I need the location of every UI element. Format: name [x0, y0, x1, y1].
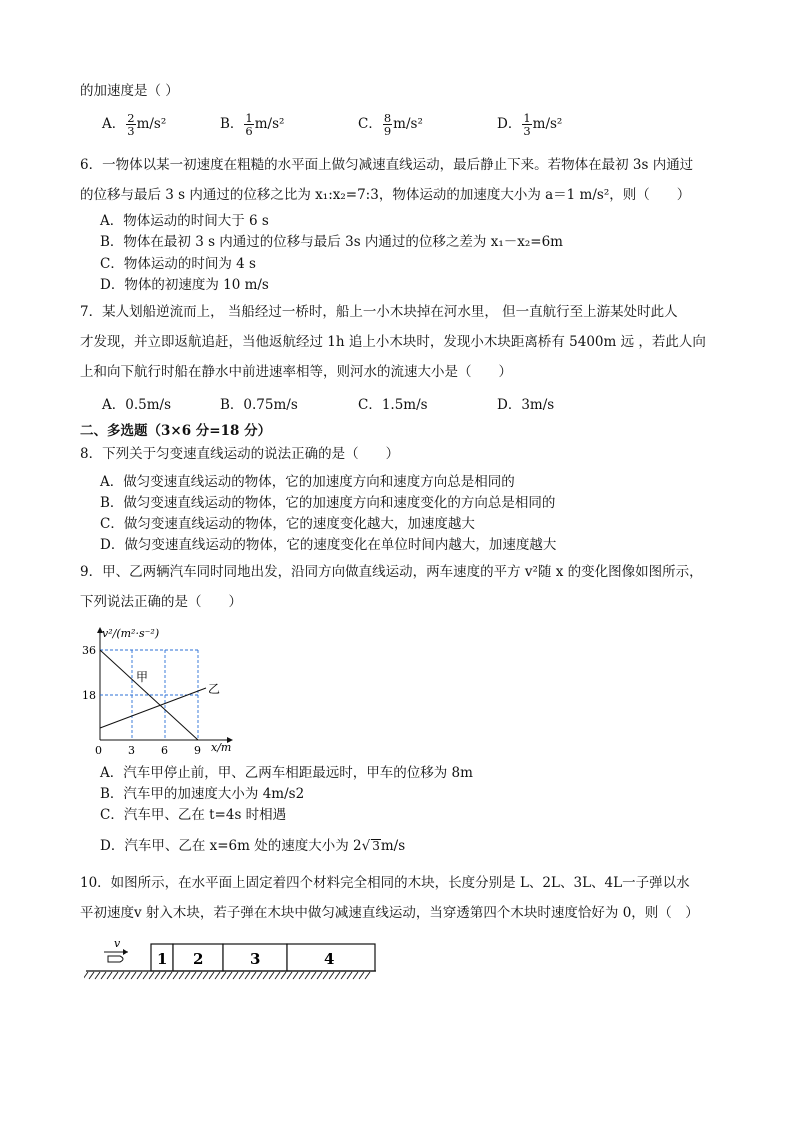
velocity-label: v: [114, 937, 121, 950]
q7-stem-line1: 7．某人划船逆流而上， 当船经过一桥时，船上一小木块掉在河水里， 但一直航行至上游某处时此人: [80, 304, 678, 320]
q7-option-b: B．0.75m/s: [220, 397, 298, 413]
q9-stem-line2: 下列说法正确的是（ ）: [80, 594, 242, 610]
q10-figure: [84, 936, 384, 984]
hatch-mark: [227, 972, 232, 979]
block-2-label: 2: [193, 950, 204, 968]
series-label-yi: 乙: [208, 682, 221, 696]
hatch-mark: [167, 972, 172, 979]
graph-y-tick-18: 18: [82, 689, 96, 702]
block-4-label: 4: [324, 950, 335, 968]
q5-tail: 的加速度是（ ）: [80, 83, 179, 99]
q9-option-d: D．汽车甲、乙在 x=6m 处的速度大小为 2√ 3m/s: [100, 838, 406, 854]
hatch-mark: [251, 972, 256, 979]
hatch-mark: [323, 972, 328, 979]
graph-y-tick-36: 36: [82, 644, 96, 657]
q9-graph: [80, 618, 250, 758]
hatch-mark: [359, 972, 364, 979]
q8-option-b: B．做匀变速直线运动的物体，它的加速度方向和速度变化的方向总是相同的: [100, 495, 556, 511]
graph-y-label: v²/(m²·s⁻²): [102, 627, 160, 640]
graph-x-tick-0: 0: [95, 744, 102, 757]
sqrt-symbol: √: [361, 838, 371, 854]
hatch-mark: [299, 972, 304, 979]
hatch-mark: [89, 972, 94, 979]
q6-stem-line1: 6．一物体以某一初速度在粗糙的水平面上做匀减速直线运动，最后静止下来。若物体在最初 3s 内通过: [80, 157, 694, 173]
q8-stem: 8．下列关于匀变速直线运动的说法正确的是（ ）: [80, 446, 400, 462]
hatch-mark: [263, 972, 268, 979]
q9-stem-line1: 9．甲、乙两辆汽车同时同地出发，沿同方向做直线运动，两车速度的平方 v²随 x 的变化图像如图所示，: [80, 564, 703, 580]
hatch-mark: [203, 972, 208, 979]
hatch-mark: [143, 972, 148, 979]
q7-option-a: A．0.5m/s: [102, 397, 171, 413]
hatch-mark: [287, 972, 292, 979]
hatch-mark: [137, 972, 142, 979]
hatch-mark: [305, 972, 310, 979]
hatch-mark: [107, 972, 112, 979]
q5-option-a: A． $\frac{2}{3}$ m/s²: [102, 111, 167, 138]
hatch-mark: [113, 972, 118, 979]
hatch-mark: [131, 972, 136, 979]
hatch-mark: [179, 972, 184, 979]
bullet-icon: [108, 956, 123, 962]
hatch-mark: [365, 972, 370, 979]
block-3-label: 3: [250, 950, 261, 968]
hatch-mark: [329, 972, 334, 979]
hatch-mark: [149, 972, 154, 979]
q5-option-d: D． $\frac{1}{3}$ m/s²: [497, 111, 563, 138]
hatch-mark: [311, 972, 316, 979]
hatch-mark: [197, 972, 202, 979]
graph-x-tick-9: 9: [194, 744, 201, 757]
q10-stem-line2: 平初速度v 射入木块，若子弹在木块中做匀减速直线运动，当穿透第四个木块时速度恰好为 0，则（ ）: [80, 905, 699, 921]
hatch-mark: [239, 972, 244, 979]
series-label-jia: 甲: [136, 670, 149, 684]
q7-option-c: C．1.5m/s: [358, 397, 428, 413]
q7-stem-line2: 才发现，并立即返航追赶，当他返航经过 1h 追上小木块时，发现小木块距离桥有 5400m 远 ，若此人向: [80, 334, 706, 350]
hatch-mark: [84, 972, 88, 979]
hatch-mark: [245, 972, 250, 979]
hatch-mark: [185, 972, 190, 979]
section-heading: 二、多选题（3×6 分=18 分）: [80, 423, 272, 439]
q10-stem-line1: 10．如图所示，在水平面上固定着四个材料完全相同的木块，长度分别是 L、2L、3L、4L一子弹以水: [80, 875, 690, 891]
q6-option-c: C．物体运动的时间为 4 s: [100, 256, 256, 272]
q6-option-b: B．物体在最初 3 s 内通过的位移与最后 3s 内通过的位移之差为 x₁－x₂=6m: [100, 234, 563, 250]
q6-option-d: D．物体的初速度为 10 m/s: [100, 277, 269, 293]
hatch-mark: [221, 972, 226, 979]
graph-x-tick-3: 3: [128, 744, 135, 757]
hatch-mark: [281, 972, 286, 979]
hatch-mark: [269, 972, 274, 979]
q9-option-b: B．汽车甲的加速度大小为 4m/s2: [100, 786, 305, 802]
q6-stem-line2: 的位移与最后 3 s 内通过的位移之比为 x₁:x₂=7:3，物体运动的加速度大小为 a＝1 m/s²，则（ ）: [80, 187, 691, 203]
hatch-mark: [293, 972, 298, 979]
graph-x-tick-6: 6: [161, 744, 168, 757]
graph-x-label: x/m: [211, 741, 232, 754]
q5-option-c: C． $\frac{8}{9}$ m/s²: [358, 111, 423, 138]
hatch-mark: [335, 972, 340, 979]
hatch-mark: [317, 972, 322, 979]
q8-option-d: D．做匀变速直线运动的物体，它的速度变化在单位时间内越大，加速度越大: [100, 537, 557, 553]
q9-option-c: C．汽车甲、乙在 t=4s 时相遇: [100, 807, 287, 823]
q7-option-d: D．3m/s: [497, 397, 555, 413]
hatch-mark: [125, 972, 130, 979]
hatch-mark: [275, 972, 280, 979]
q7-stem-line3: 上和向下航行时船在静水中前进速率相等，则河水的流速大小是（ ）: [80, 364, 512, 380]
velocity-arrow-head: [123, 949, 128, 955]
series-line-yi: [100, 688, 206, 728]
ground-hatching: [84, 972, 370, 979]
hatch-mark: [341, 972, 346, 979]
hatch-mark: [233, 972, 238, 979]
q9-option-a: A．汽车甲停止前，甲、乙两车相距最远时，甲车的位移为 8m: [100, 765, 473, 781]
hatch-mark: [347, 972, 352, 979]
hatch-mark: [119, 972, 124, 979]
q8-option-a: A．做匀变速直线运动的物体，它的加速度方向和速度方向总是相同的: [100, 474, 515, 490]
q6-option-a: A．物体运动的时间大于 6 s: [100, 213, 269, 229]
hatch-mark: [191, 972, 196, 979]
hatch-mark: [161, 972, 166, 979]
hatch-mark: [95, 972, 100, 979]
hatch-mark: [209, 972, 214, 979]
hatch-mark: [353, 972, 358, 979]
hatch-mark: [173, 972, 178, 979]
hatch-mark: [257, 972, 262, 979]
hatch-mark: [101, 972, 106, 979]
q8-option-c: C．做匀变速直线运动的物体，它的速度变化越大，加速度越大: [100, 516, 475, 532]
q5-option-b: B． $\frac{1}{6}$ m/s²: [220, 111, 285, 138]
block-1-label: 1: [157, 950, 168, 968]
hatch-mark: [215, 972, 220, 979]
hatch-mark: [155, 972, 160, 979]
series-line-jia: [100, 650, 198, 740]
